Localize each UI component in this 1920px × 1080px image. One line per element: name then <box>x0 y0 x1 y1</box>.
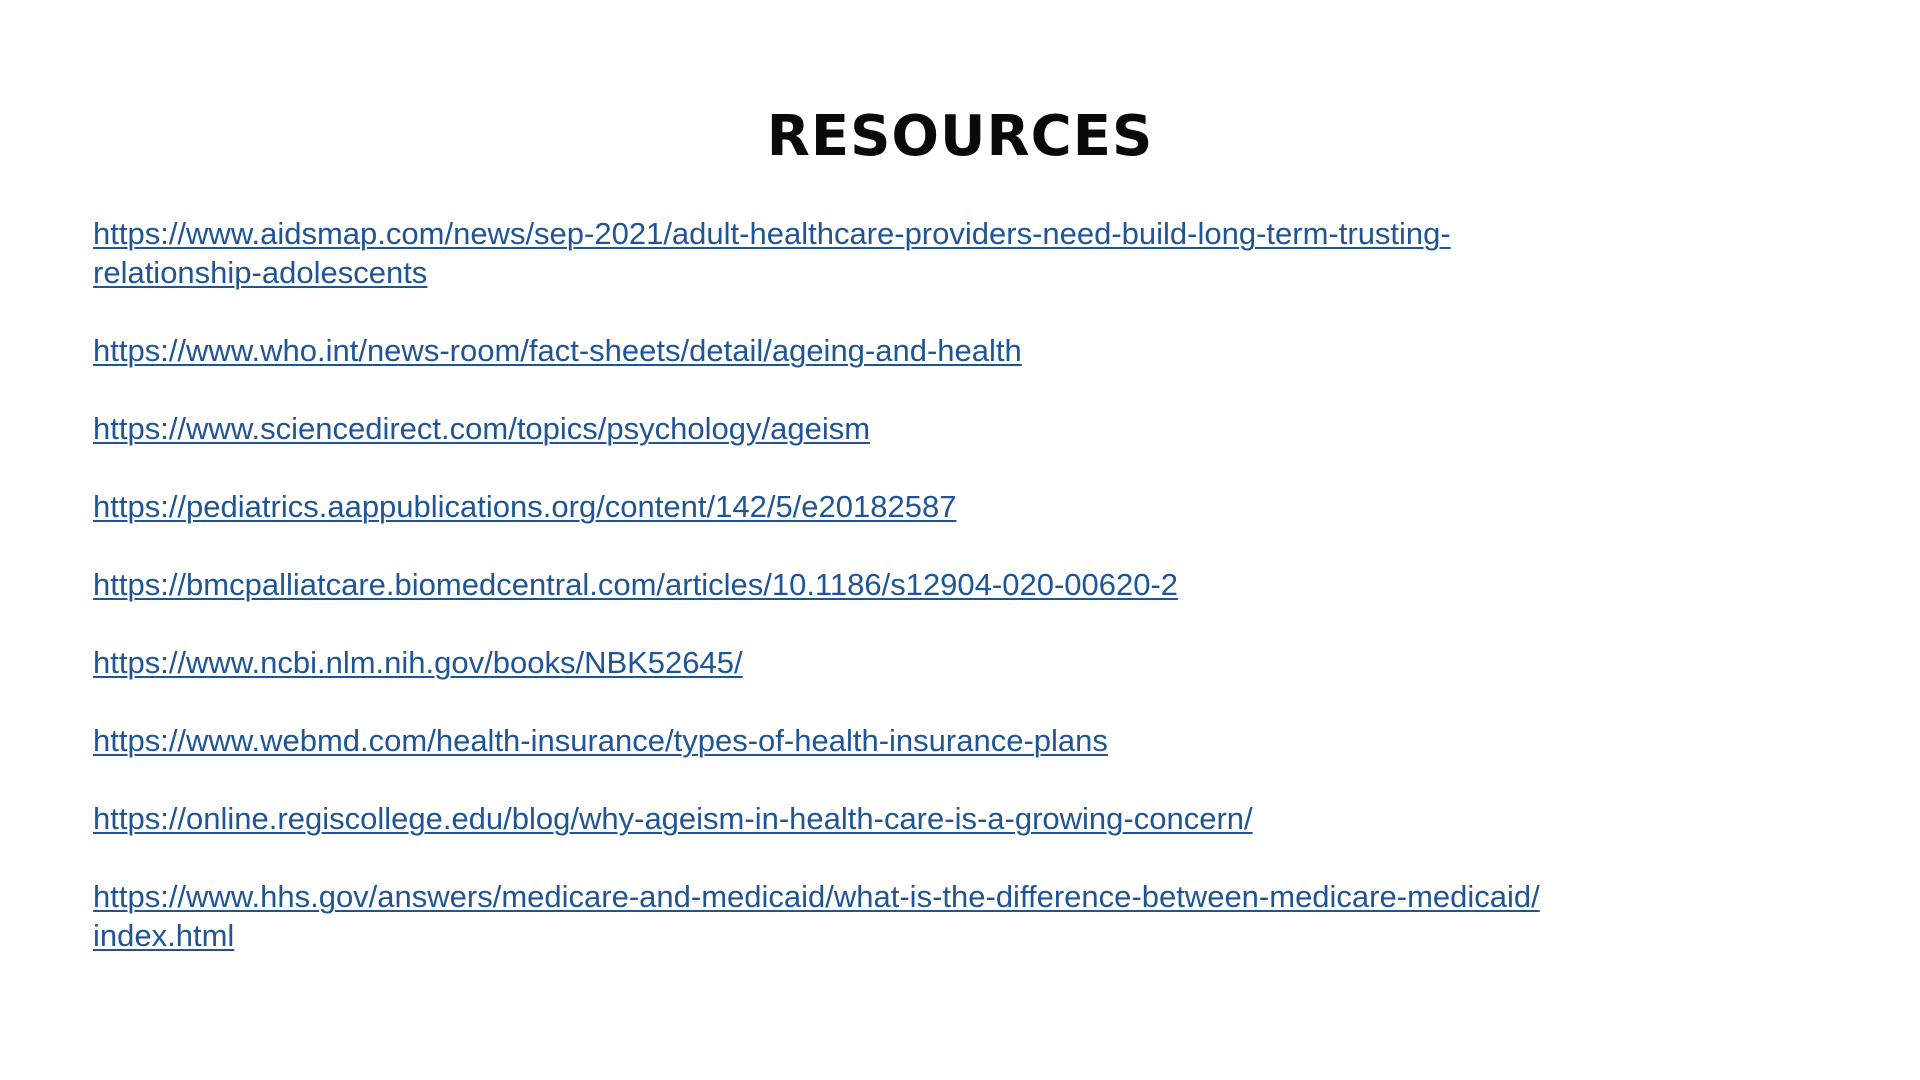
list-item <box>93 877 1793 955</box>
resource-link[interactable]: https://online.regiscollege.edu/blog/why-ageism-in-health-care-is-a-growing-concern/ <box>93 801 1253 836</box>
resource-link[interactable]: https://bmcpalliatcare.biomedcentral.com/articles/10.1186/s12904-020-00620-2 <box>93 567 1179 602</box>
list-item <box>93 643 1793 682</box>
resource-link[interactable]: https://www.who.int/news-room/fact-sheets/detail/ageing-and-health <box>93 333 1022 368</box>
page-title: RESOURCES <box>766 104 1154 169</box>
resource-link[interactable]: https://www.webmd.com/health-insurance/types-of-health-insurance-plans <box>93 723 1108 758</box>
resource-link[interactable]: https://www.ncbi.nlm.nih.gov/books/NBK52645/ <box>93 645 743 680</box>
list-item <box>93 565 1793 604</box>
list-item <box>93 409 1793 448</box>
resource-link[interactable]: https://pediatrics.aappublications.org/content/142/5/e20182587 <box>93 489 957 524</box>
resource-list <box>93 214 1793 994</box>
list-item <box>93 331 1793 370</box>
list-item <box>93 721 1793 760</box>
list-item <box>93 799 1793 838</box>
resource-link[interactable]: https://www.aidsmap.com/news/sep-2021/adult-healthcare-providers-need-build-long-term-trusting- relationship-adolescents <box>93 216 1451 290</box>
resource-link[interactable]: https://www.sciencedirect.com/topics/psychology/ageism <box>93 411 871 446</box>
resource-link[interactable]: https://www.hhs.gov/answers/medicare-and-medicaid/what-is-the-difference-between-medicare-medicaid/ index.html <box>93 879 1540 953</box>
list-item <box>93 214 1793 292</box>
list-item <box>93 487 1793 526</box>
